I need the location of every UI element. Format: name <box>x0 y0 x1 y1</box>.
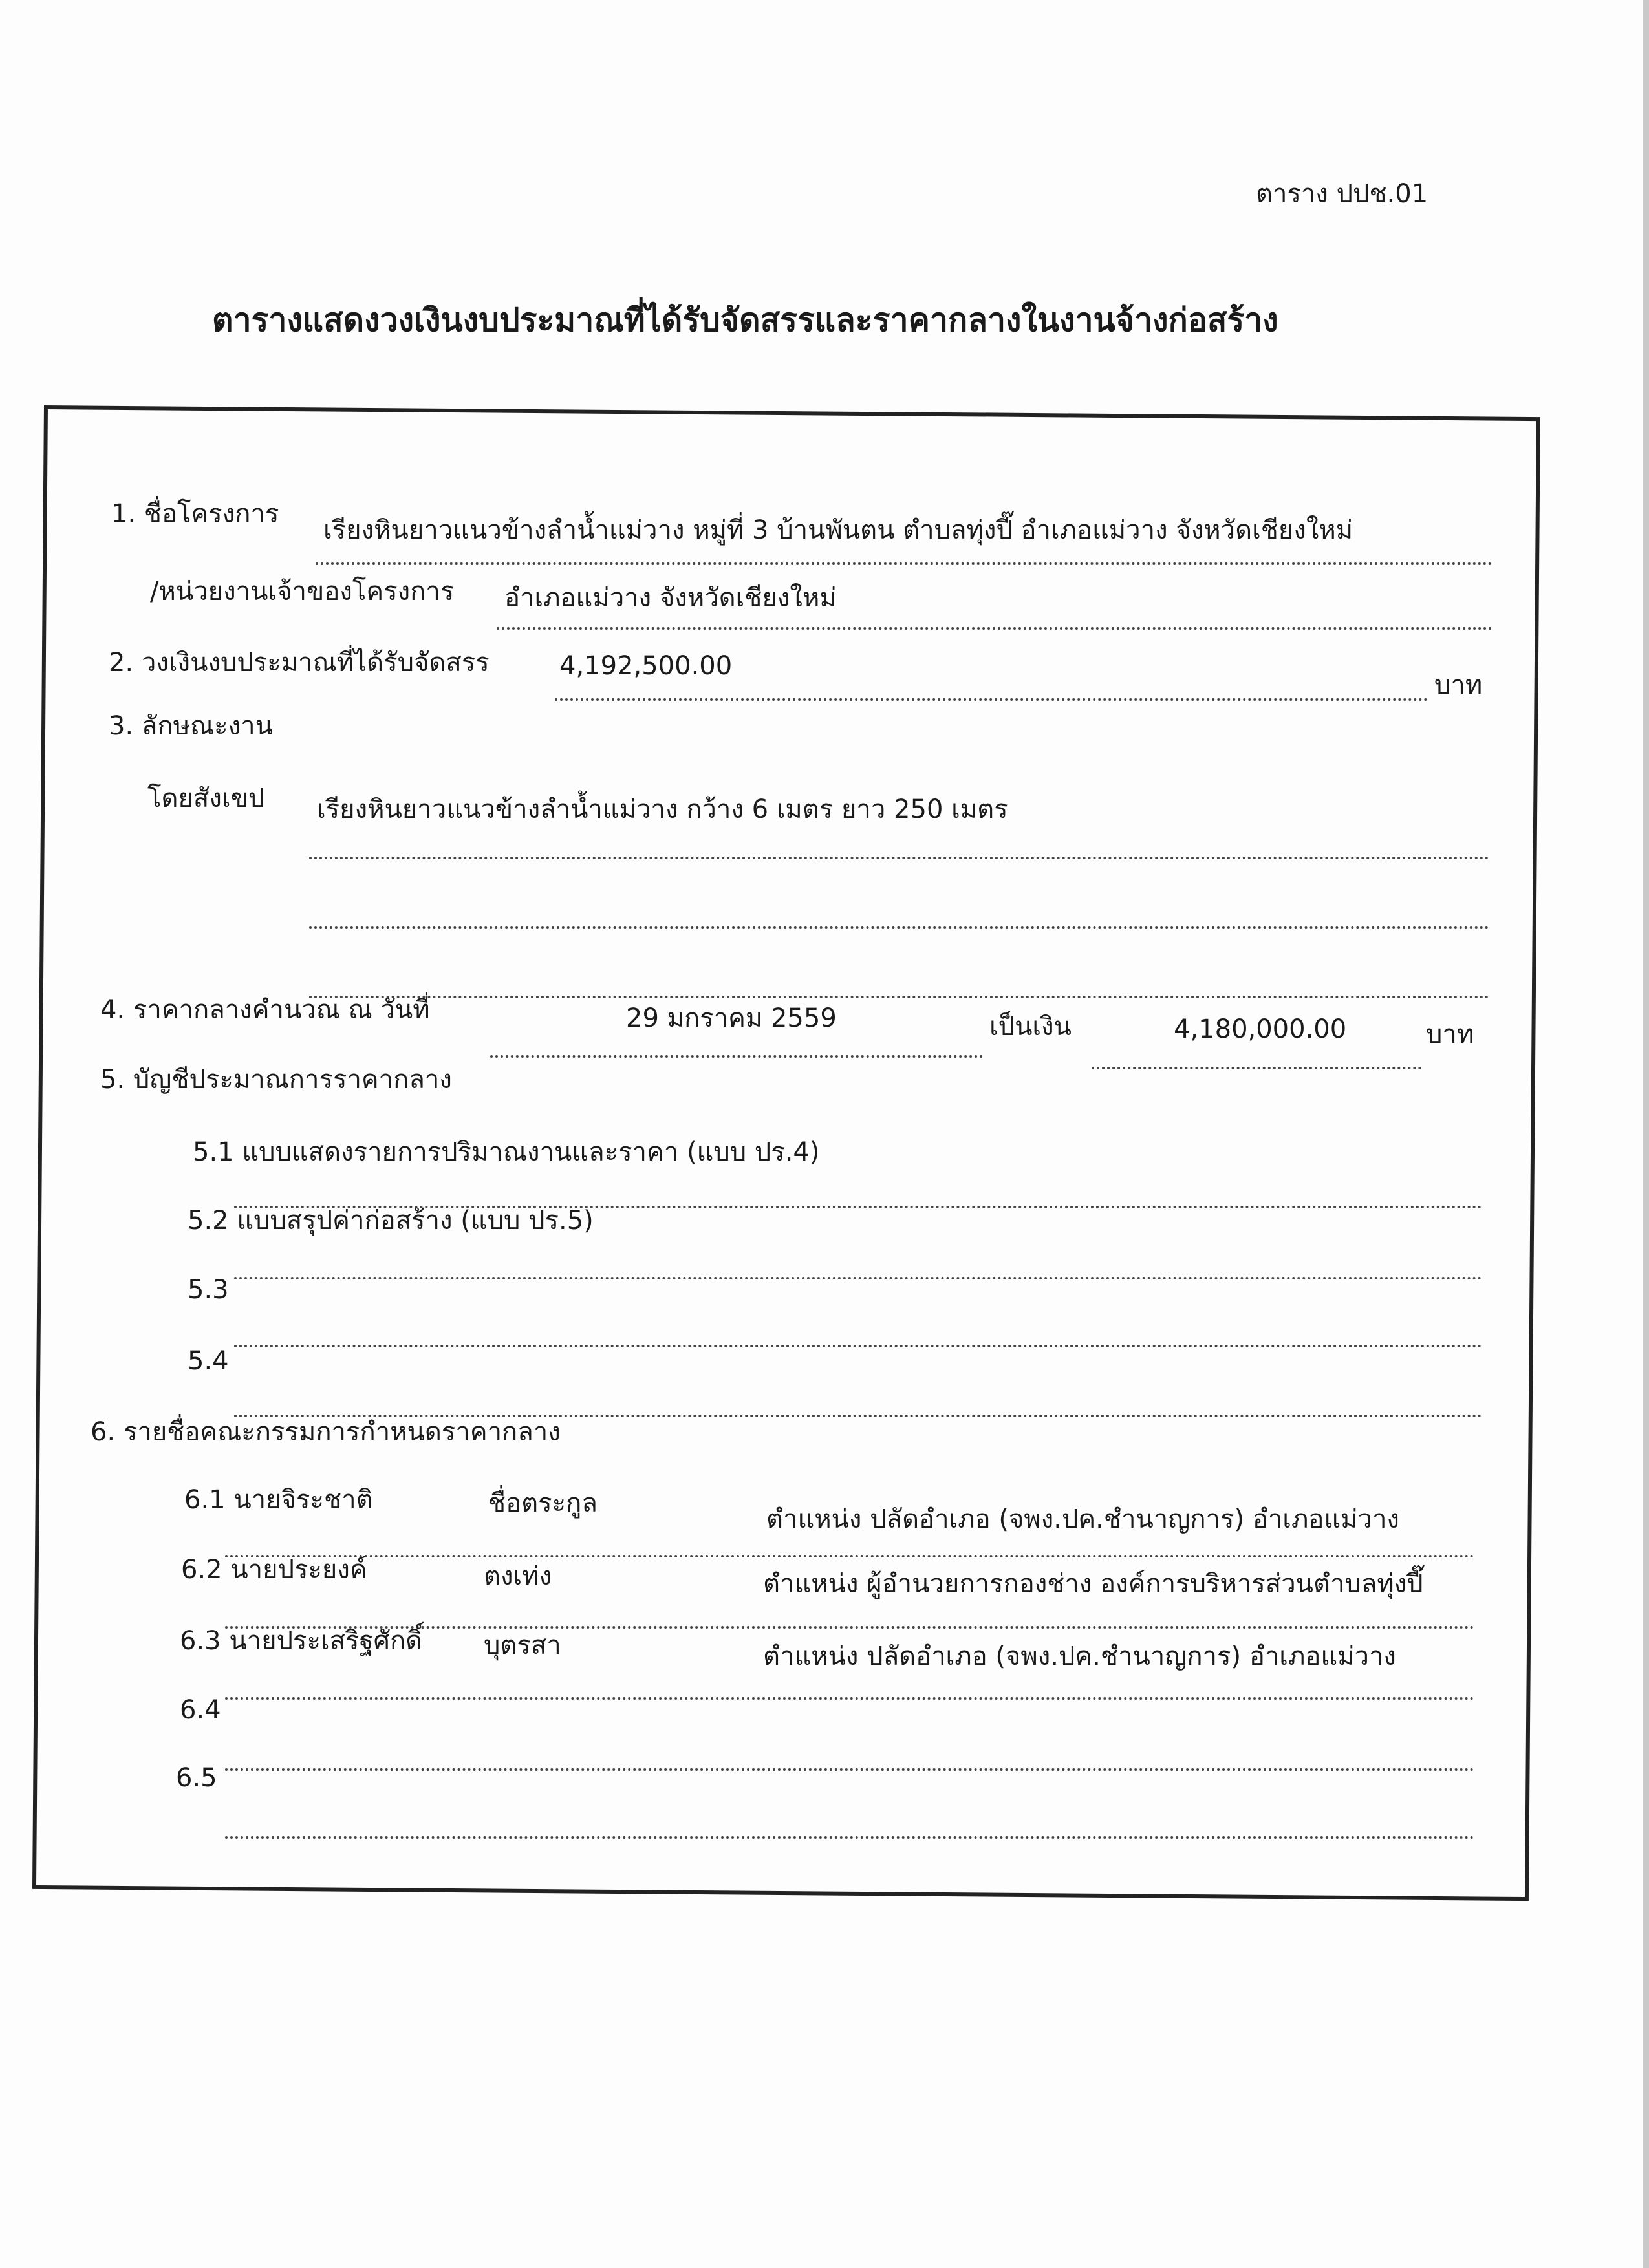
dotted-line <box>309 857 1489 859</box>
dotted-line <box>309 926 1489 929</box>
committee-member-name: 6.4 <box>180 1695 221 1725</box>
dotted-line <box>1092 1067 1421 1069</box>
median-price-list-item: 5.1 แบบแสดงรายการปริมาณงานและราคา (แบบ ปร.4) <box>193 1137 820 1167</box>
committee-member-surname: บุตรสา <box>484 1631 561 1660</box>
dotted-line <box>225 1836 1474 1839</box>
committee-member-surname: ชื่อตระกูล <box>488 1488 598 1518</box>
dotted-line <box>225 1555 1474 1557</box>
dotted-line <box>316 562 1493 565</box>
committee-label: 6. รายชื่อคณะกรรมการกำหนดราคากลาง <box>91 1417 561 1447</box>
budget-value: 4,192,500.00 <box>559 651 733 681</box>
dotted-line <box>555 698 1428 701</box>
project-name-label: 1. ชื่อโครงการ <box>111 499 279 529</box>
budget-unit: บาท <box>1434 670 1483 700</box>
document-title: ตารางแสดงวงเงินงบประมาณที่ได้รับจัดสรรและราคากลางในงานจ้างก่อสร้าง <box>212 301 1278 339</box>
median-price-amount: 4,180,000.00 <box>1174 1014 1347 1044</box>
committee-member-surname: ตงเท่ง <box>484 1561 552 1591</box>
median-price-list-item: 5.2 แบบสรุปค่าก่อสร้าง (แบบ ปร.5) <box>188 1206 594 1236</box>
committee-member-name: 6.3 นายประเสริฐศักดิ์ <box>180 1626 423 1656</box>
work-summary-label: โดยสังเขป <box>147 784 265 813</box>
work-nature-label: 3. ลักษณะงาน <box>109 711 273 741</box>
median-price-list-label: 5. บัญชีประมาณการราคากลาง <box>100 1065 452 1095</box>
median-price-date-label: 4. ราคากลางคำนวณ ณ วันที่ <box>100 995 430 1025</box>
project-name-value: เรียงหินยาวแนวข้างลำน้ำแม่วาง หมู่ที่ 3 บ้านพันตน ตำบลทุ่งปี๊ อำเภอแม่วาง จังหวัดเชียงใหม่ <box>323 515 1353 545</box>
median-price-date: 29 มกราคม 2559 <box>626 1003 837 1033</box>
dotted-line <box>490 1055 983 1058</box>
dotted-line <box>497 627 1493 630</box>
dotted-line <box>225 1768 1474 1771</box>
committee-member-name: 6.2 นายประยงค์ <box>181 1555 367 1585</box>
median-price-list-item: 5.4 <box>188 1346 229 1376</box>
work-summary-value: เรียงหินยาวแนวข้างลำน้ำแม่วาง กว้าง 6 เมตร ยาว 250 เมตร <box>317 795 1008 824</box>
dotted-line <box>234 1345 1482 1347</box>
project-owner-value: อำเภอแม่วาง จังหวัดเชียงใหม่ <box>504 583 837 613</box>
committee-member-name: 6.1 นายจิระชาติ <box>184 1485 373 1515</box>
committee-member-position: ตำแหน่ง ผู้อำนวยการกองช่าง องค์การบริหารส่วนตำบลทุ่งปี๊ <box>763 1569 1423 1599</box>
dotted-line <box>309 996 1489 998</box>
committee-member-name: 6.5 <box>176 1763 217 1793</box>
median-price-list-item: 5.3 <box>188 1275 229 1305</box>
dotted-line <box>225 1697 1474 1700</box>
median-price-amount-label: เป็นเงิน <box>989 1012 1072 1042</box>
median-price-unit: บาท <box>1426 1020 1474 1049</box>
scan-edge <box>1643 0 1649 2268</box>
committee-member-position: ตำแหน่ง ปลัดอำเภอ (จพง.ปค.ชำนาญการ) อำเภอแม่วาง <box>766 1504 1399 1534</box>
committee-member-position: ตำแหน่ง ปลัดอำเภอ (จพง.ปค.ชำนาญการ) อำเภอแม่วาง <box>763 1642 1396 1671</box>
budget-label: 2. วงเงินงบประมาณที่ได้รับจัดสรร <box>109 648 490 678</box>
dotted-line <box>234 1277 1482 1279</box>
project-owner-label: /หน่วยงานเจ้าของโครงการ <box>150 577 455 606</box>
form-code: ตาราง ปปช.01 <box>1256 179 1428 209</box>
